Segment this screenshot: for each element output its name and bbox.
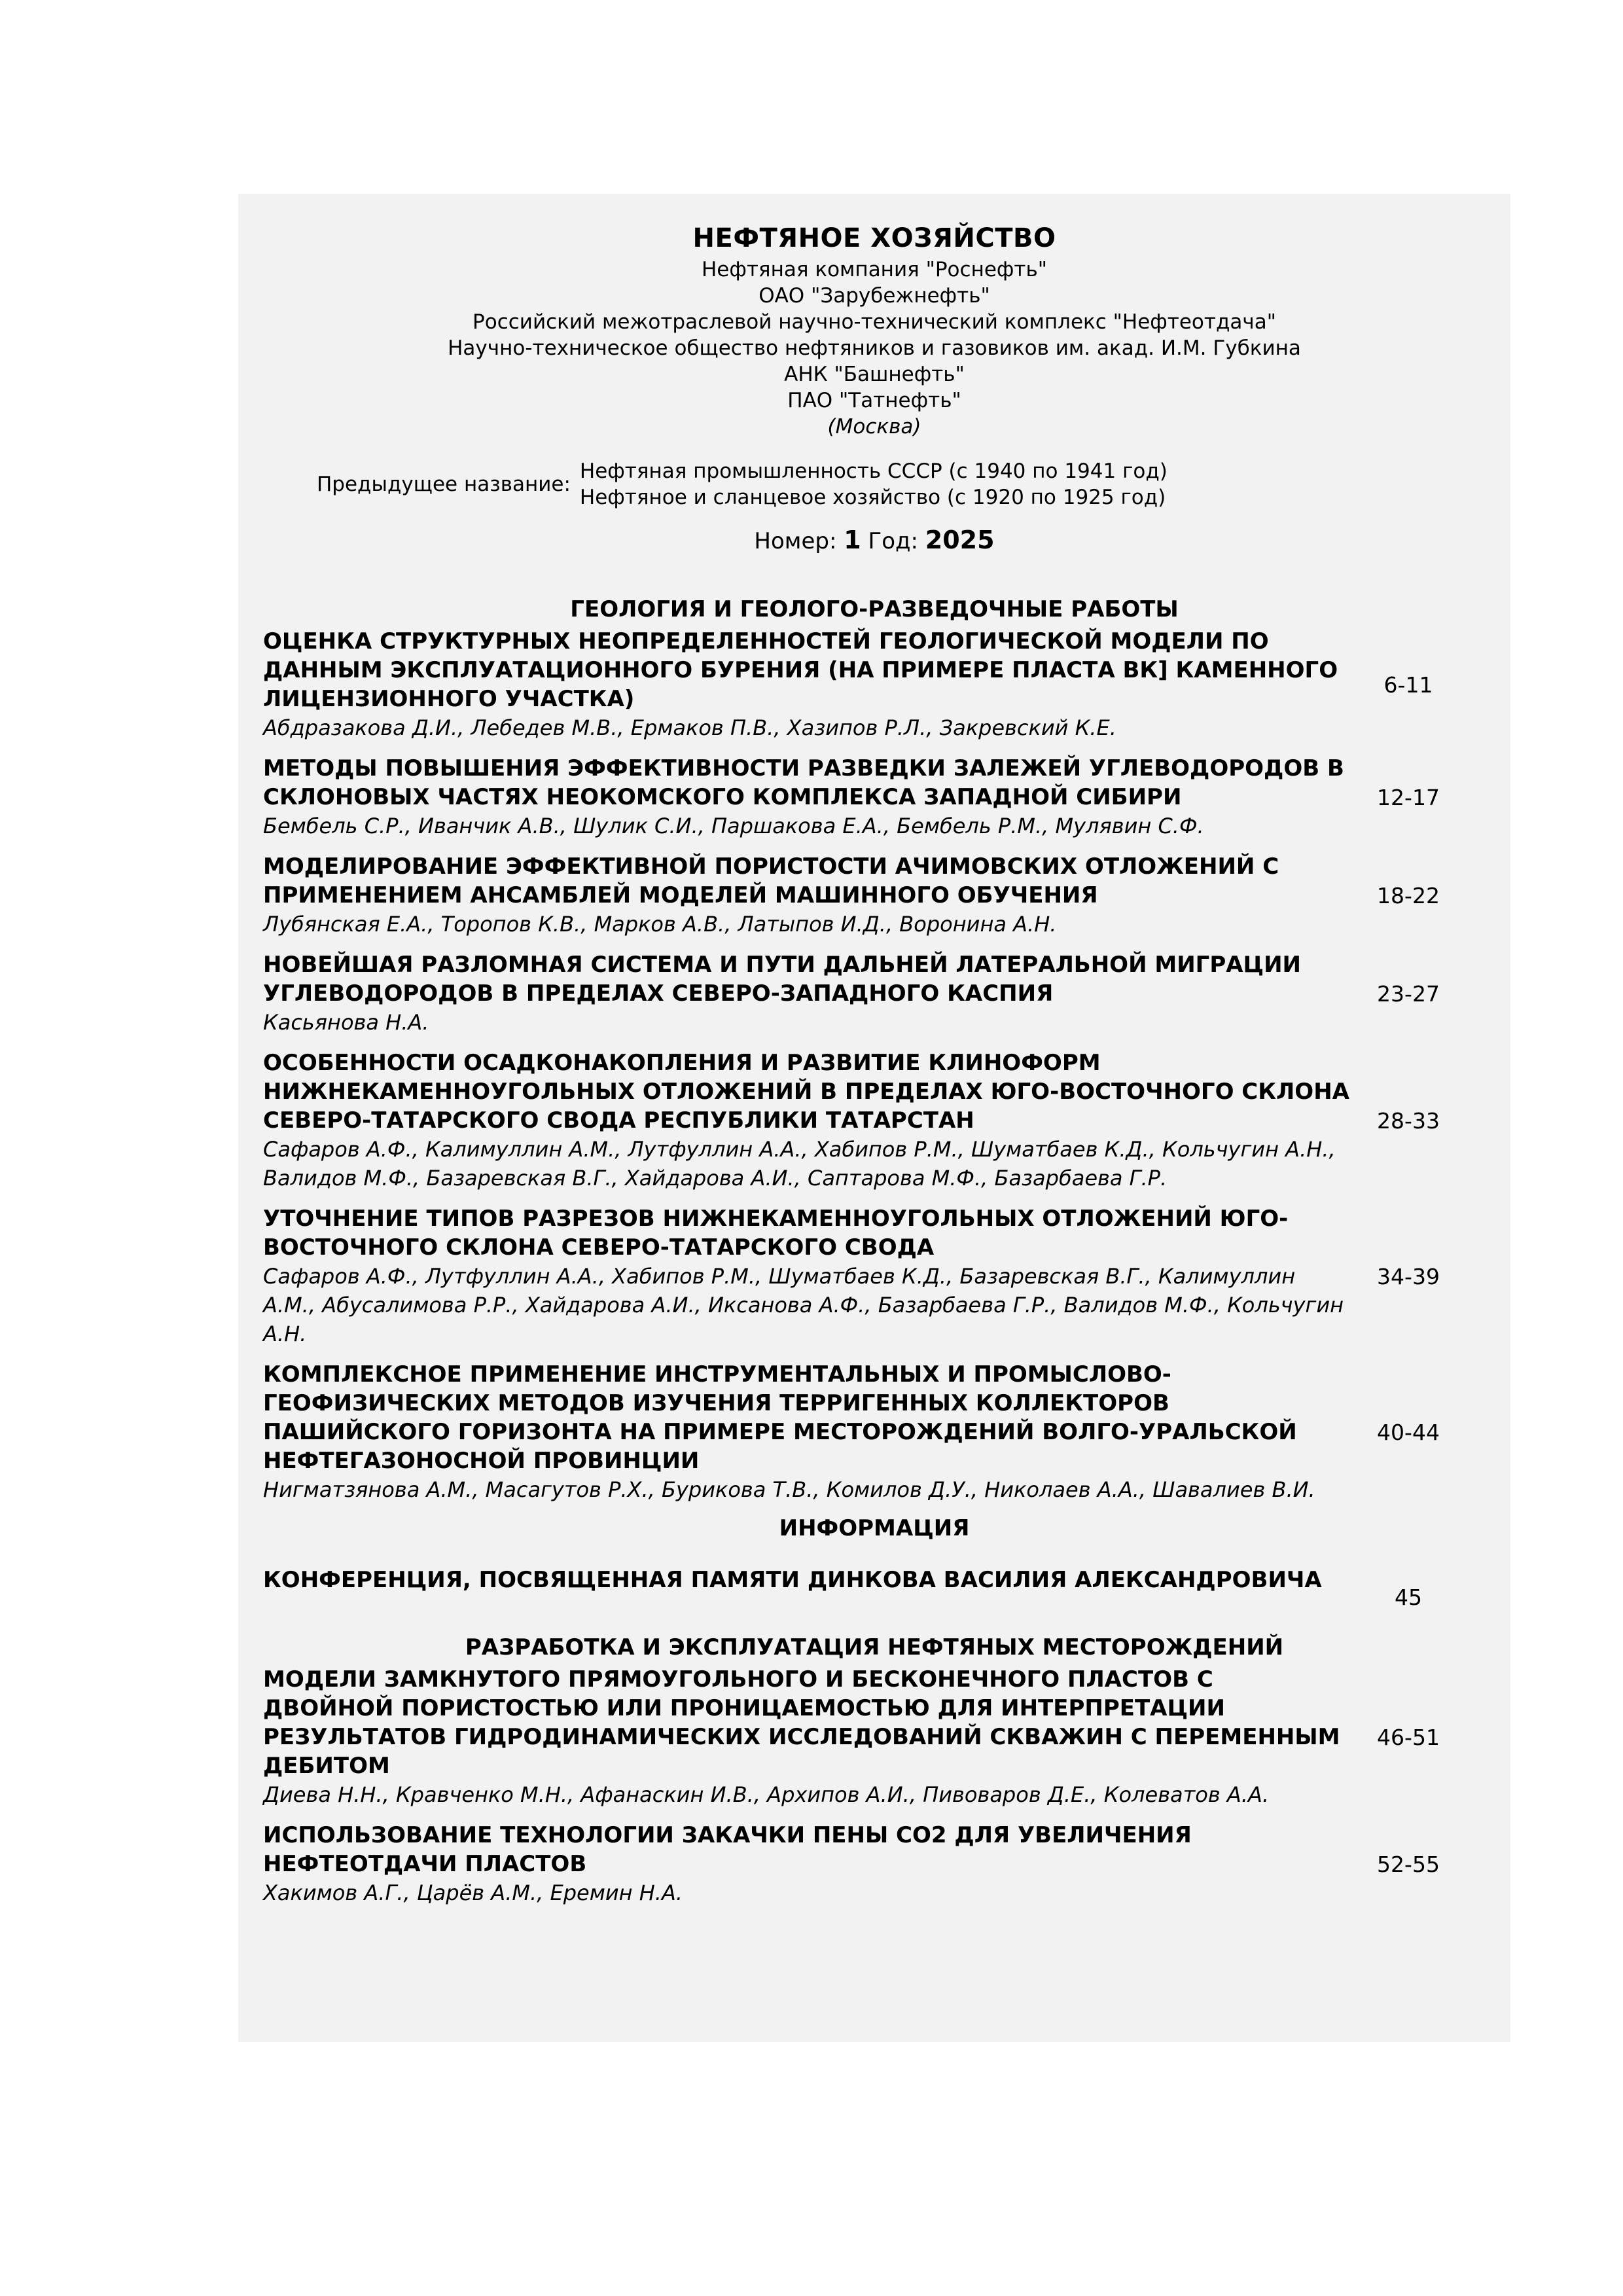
article-authors: Нигматзянова А.М., Масагутов Р.Х., Бурикова Т.В., Комилов Д.У., Николаев А.А., Шавалиев В.И. — [263, 1477, 1315, 1502]
article-authors: Бембель С.Р., Иванчик А.В., Шулик С.И., Паршакова Е.А., Бембель Р.М., Мулявин С.Ф. — [263, 814, 1204, 838]
article-pages: 6-11 — [1383, 672, 1433, 698]
article-authors: Диева Н.Н., Кравченко М.Н., Афанаскин И.В., Архипов А.И., Пивоваров Д.Е., Колеватов А.А. — [263, 1782, 1270, 1807]
article-entry[interactable] — [238, 1049, 1510, 1193]
previous-names-label: Предыдущее название: — [317, 473, 571, 496]
article-text — [263, 1049, 1349, 1193]
article-entry[interactable] — [238, 950, 1510, 1037]
article-title[interactable]: ОЦЕНКА СТРУКТУРНЫХ НЕОПРЕДЕЛЕННОСТЕЙ ГЕОЛОГИЧЕСКОЙ МОДЕЛИ ПО ДАННЫМ ЭКСПЛУАТАЦИОННОГО БУРЕНИЯ (НА ПРИМЕРЕ ПЛАСТА ВК] КАМЕННОГО ЛИЦЕНЗИОННОГО УЧАСТКА) — [263, 628, 1338, 712]
previous-name: Нефтяная промышленность СССР (с 1940 по 1941 год) — [579, 459, 1168, 483]
issue-number: 1 — [844, 526, 861, 554]
issue-label: Номер: — [754, 528, 837, 554]
article-text — [263, 1821, 1349, 1907]
article-entry[interactable] — [238, 627, 1510, 742]
article-title[interactable]: МОДЕЛИ ЗАМКНУТОГО ПРЯМОУГОЛЬНОГО И БЕСКОНЕЧНОГО ПЛАСТОВ С ДВОЙНОЙ ПОРИСТОСТЬЮ ИЛИ ПРОНИЦАЕМОСТЬЮ ДЛЯ ИНТЕРПРЕТАЦИИ РЕЗУЛЬТАТОВ ГИДРОДИНАМИЧЕСКИХ ИССЛЕДОВАНИЙ СКВАЖИН С ПЕРЕМЕННЫМ ДЕБИТОМ — [263, 1666, 1340, 1779]
publisher-line: Нефтяная компания "Роснефть" — [701, 258, 1047, 281]
publisher-line: ОАО "Зарубежнефть" — [758, 284, 990, 308]
article-pages: 52-55 — [1377, 1851, 1440, 1877]
article-entry[interactable] — [238, 852, 1510, 939]
issue-info — [238, 525, 1510, 556]
section-heading: ГЕОЛОГИЯ И ГЕОЛОГО-РАЗВЕДОЧНЫЕ РАБОТЫ — [570, 596, 1179, 622]
article-title[interactable]: КОМПЛЕКСНОЕ ПРИМЕНЕНИЕ ИНСТРУМЕНТАЛЬНЫХ И ПРОМЫСЛОВО-ГЕОФИЗИЧЕСКИХ МЕТОДОВ ИЗУЧЕНИЯ ТЕРРИГЕННЫХ КОЛЛЕКТОРОВ ПАШИЙСКОГО ГОРИЗОНТА НА ПРИМЕРЕ МЕСТОРОЖДЕНИЙ ВОЛГО-УРАЛЬСКОЙ НЕФТЕГАЗОНОСНОЙ ПРОВИНЦИИ — [263, 1361, 1297, 1474]
section-heading: ИНФОРМАЦИЯ — [779, 1515, 970, 1541]
article-pages: 34-39 — [1377, 1263, 1440, 1289]
article-text — [263, 1566, 1349, 1594]
article-text — [263, 1665, 1349, 1809]
article-title[interactable]: МОДЕЛИРОВАНИЕ ЭФФЕКТИВНОЙ ПОРИСТОСТИ АЧИМОВСКИХ ОТЛОЖЕНИЙ С ПРИМЕНЕНИЕМ АНСАМБЛЕЙ МОДЕЛЕЙ МАШИННОГО ОБУЧЕНИЯ — [263, 853, 1279, 908]
article-text — [263, 852, 1349, 939]
journal-header — [238, 194, 1510, 440]
article-title[interactable]: КОНФЕРЕНЦИЯ, ПОСВЯЩЕННАЯ ПАМЯТИ ДИНКОВА ВАСИЛИЯ АЛЕКСАНДРОВИЧА — [263, 1567, 1322, 1593]
article-authors: Хакимов А.Г., Царёв А.М., Еремин Н.А. — [263, 1880, 683, 1905]
article-authors: Касьянова Н.А. — [263, 1010, 429, 1035]
article-pages: 12-17 — [1377, 784, 1440, 810]
issue-year: 2025 — [925, 526, 995, 554]
article-title[interactable]: ОСОБЕННОСТИ ОСАДКОНАКОПЛЕНИЯ И РАЗВИТИЕ КЛИНОФОРМ НИЖНЕКАМЕННОУГОЛЬНЫХ ОТЛОЖЕНИЙ В ПРЕДЕЛАХ ЮГО-ВОСТОЧНОГО СКЛОНА СЕВЕРО-ТАТАРСКОГО СВОДА РЕСПУБЛИКИ ТАТАРСТАН — [263, 1050, 1349, 1134]
publisher-line: АНК "Башнефть" — [784, 363, 965, 386]
article-entry[interactable] — [238, 1360, 1510, 1504]
article-pages: 18-22 — [1377, 882, 1440, 908]
article-text — [263, 950, 1349, 1037]
article-authors: Сафаров А.Ф., Калимуллин А.М., Лутфуллин А.А., Хабипов Р.М., Шуматбаев К.Д., Кольчугин А.Н., Валидов М.Ф., Базаревская В.Г., Хайдарова А.И., Саптарова М.Ф., Базарбаева Г.Р. — [263, 1137, 1336, 1191]
year-label: Год: — [868, 528, 918, 554]
publisher-line: Научно-техническое общество нефтяников и газовиков им. акад. И.М. Губкина — [448, 336, 1301, 360]
article-title[interactable]: МЕТОДЫ ПОВЫШЕНИЯ ЭФФЕКТИВНОСТИ РАЗВЕДКИ ЗАЛЕЖЕЙ УГЛЕВОДОРОДОВ В СКЛОНОВЫХ ЧАСТЯХ НЕОКОМСКОГО КОМПЛЕКСА ЗАПАДНОЙ СИБИРИ — [263, 755, 1344, 810]
article-pages: 28-33 — [1377, 1107, 1440, 1134]
section-heading: РАЗРАБОТКА И ЭКСПЛУАТАЦИЯ НЕФТЯНЫХ МЕСТОРОЖДЕНИЙ — [465, 1634, 1284, 1660]
article-title[interactable]: НОВЕЙШАЯ РАЗЛОМНАЯ СИСТЕМА И ПУТИ ДАЛЬНЕЙ ЛАТЕРАЛЬНОЙ МИГРАЦИИ УГЛЕВОДОРОДОВ В ПРЕДЕЛАХ СЕВЕРО-ЗАПАДНОГО КАСПИЯ — [263, 952, 1302, 1007]
article-authors: Абдразакова Д.И., Лебедев М.В., Ермаков П.В., Хазипов Р.Л., Закревский К.Е. — [263, 715, 1116, 740]
article-entry[interactable] — [238, 1665, 1510, 1809]
publisher-line: ПАО "Татнефть" — [787, 389, 961, 412]
article-text — [263, 1360, 1349, 1504]
article-title[interactable]: УТОЧНЕНИЕ ТИПОВ РАЗРЕЗОВ НИЖНЕКАМЕННОУГОЛЬНЫХ ОТЛОЖЕНИЙ ЮГО-ВОСТОЧНОГО СКЛОНА СЕВЕРО-ТАТАРСКОГО СВОДА — [263, 1206, 1289, 1261]
publisher-line: Российский межотраслевой научно-технический комплекс "Нефтеотдача" — [473, 310, 1276, 334]
journal-city: (Москва) — [827, 415, 921, 439]
previous-names-list — [580, 458, 1168, 511]
article-text — [263, 754, 1349, 840]
article-entry[interactable] — [238, 1550, 1510, 1610]
article-pages: 46-51 — [1377, 1724, 1440, 1750]
contents-panel — [238, 194, 1510, 2042]
article-entry[interactable] — [238, 1204, 1510, 1348]
article-pages: 23-27 — [1377, 980, 1440, 1007]
article-entry[interactable] — [238, 1821, 1510, 1907]
article-authors: Лубянская Е.А., Торопов К.В., Марков А.В., Латыпов И.Д., Воронина А.Н. — [263, 912, 1057, 937]
article-text — [263, 1204, 1349, 1348]
article-entry[interactable] — [238, 754, 1510, 840]
previous-name: Нефтяное и сланцевое хозяйство (с 1920 по 1925 год) — [579, 486, 1166, 509]
article-authors: Сафаров А.Ф., Лутфуллин А.А., Хабипов Р.М., Шуматбаев К.Д., Базаревская В.Г., Калимуллин А.М., Абусалимова Р.Р., Хайдарова А.И., Иксанова А.Ф., Базарбаева Г.Р., Валидов М.Ф., Кольчугин А.Н. — [263, 1264, 1344, 1346]
table-of-contents — [238, 594, 1510, 1907]
article-text — [263, 627, 1349, 742]
article-pages: 45 — [1395, 1585, 1422, 1610]
article-title[interactable]: ИСПОЛЬЗОВАНИЕ ТЕХНОЛОГИИ ЗАКАЧКИ ПЕНЫ СО2 ДЛЯ УВЕЛИЧЕНИЯ НЕФТЕОТДАЧИ ПЛАСТОВ — [263, 1822, 1192, 1877]
journal-title: НЕФТЯНОЕ ХОЗЯЙСТВО — [692, 223, 1056, 253]
article-pages: 40-44 — [1377, 1419, 1440, 1445]
previous-names — [238, 458, 1510, 511]
